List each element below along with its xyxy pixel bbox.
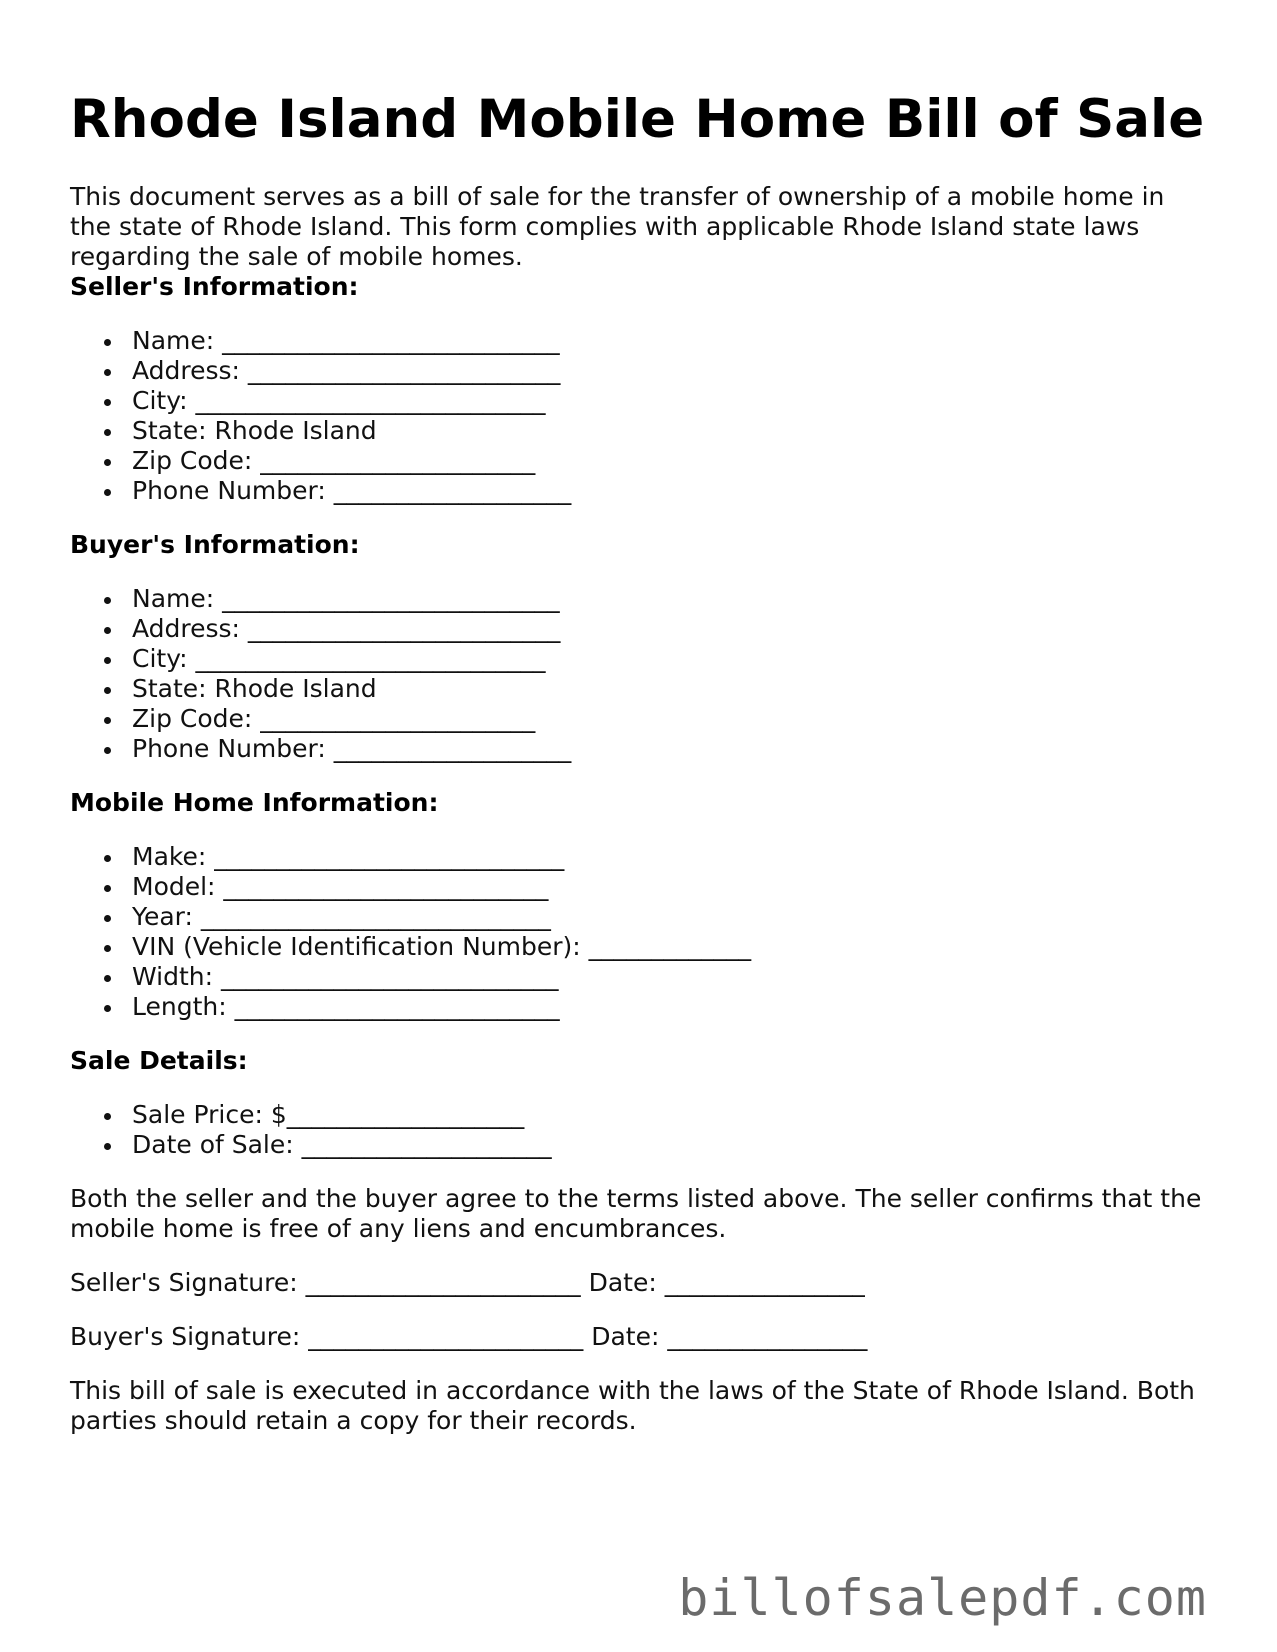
mobile-home-list xyxy=(70,842,1210,1022)
seller-signature-line: Seller's Signature: ______________________ Date: ________________ xyxy=(70,1268,865,1297)
intro-paragraph: This document serves as a bill of sale for the transfer of ownership of a mobile home in the state of Rhode Island. This form complies with applicable Rhode Island state laws regarding the sale of mobile homes. xyxy=(70,182,1165,271)
buyer-city-field: City: ____________________________ xyxy=(132,644,1210,674)
seller-state-field: State: Rhode Island xyxy=(132,416,1210,446)
year-field: Year: ____________________________ xyxy=(132,902,1210,932)
seller-address-field: Address: _________________________ xyxy=(132,356,1210,386)
document-page xyxy=(70,84,1210,1436)
sale-date-field: Date of Sale: ____________________ xyxy=(132,1130,1210,1160)
width-field: Width: ___________________________ xyxy=(132,962,1210,992)
buyer-heading: Buyer's Information: xyxy=(70,530,360,559)
buyer-address-field: Address: _________________________ xyxy=(132,614,1210,644)
sale-price-field: Sale Price: $___________________ xyxy=(132,1100,1210,1130)
buyer-zip-field: Zip Code: ______________________ xyxy=(132,704,1210,734)
seller-zip-field: Zip Code: ______________________ xyxy=(132,446,1210,476)
watermark: billofsalepdf.com xyxy=(678,1569,1207,1627)
seller-phone-field: Phone Number: ___________________ xyxy=(132,476,1210,506)
make-field: Make: ____________________________ xyxy=(132,842,1210,872)
mobile-home-heading: Mobile Home Information: xyxy=(70,788,439,817)
seller-list xyxy=(70,326,1210,506)
sale-list xyxy=(70,1100,1210,1160)
buyer-name-field: Name: ___________________________ xyxy=(132,584,1210,614)
buyer-state-field: State: Rhode Island xyxy=(132,674,1210,704)
model-field: Model: __________________________ xyxy=(132,872,1210,902)
seller-heading: Seller's Information: xyxy=(70,272,359,301)
buyer-phone-field: Phone Number: ___________________ xyxy=(132,734,1210,764)
closing-paragraph: This bill of sale is executed in accordance with the laws of the State of Rhode Island. Both parties should retain a copy for their records. xyxy=(70,1376,1195,1435)
length-field: Length: __________________________ xyxy=(132,992,1210,1022)
sale-heading: Sale Details: xyxy=(70,1046,248,1075)
seller-name-field: Name: ___________________________ xyxy=(132,326,1210,356)
vin-field: VIN (Vehicle Identification Number): _____________ xyxy=(132,932,1210,962)
buyer-signature-line: Buyer's Signature: ______________________ Date: ________________ xyxy=(70,1322,868,1351)
agreement-paragraph: Both the seller and the buyer agree to the terms listed above. The seller confirms that the mobile home is free of any liens and encumbrances. xyxy=(70,1184,1202,1243)
document-title: Rhode Island Mobile Home Bill of Sale xyxy=(70,89,1205,150)
buyer-list xyxy=(70,584,1210,764)
seller-city-field: City: ____________________________ xyxy=(132,386,1210,416)
